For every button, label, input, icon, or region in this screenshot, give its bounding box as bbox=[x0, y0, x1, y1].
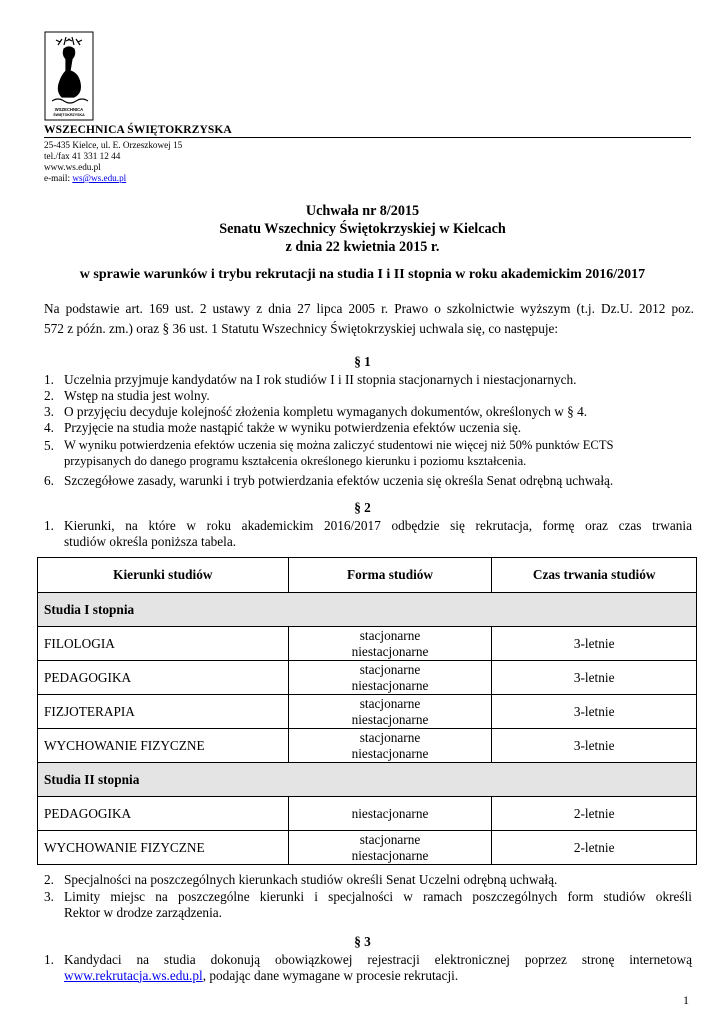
section-1-heading: § 1 bbox=[354, 354, 371, 369]
programs-table bbox=[37, 557, 697, 865]
header-rule bbox=[44, 137, 691, 138]
s2-item-1: 1. Kierunki, na które w roku akademickim 2016/2017 odbędzie się rekrutacja, formę oraz czas trwania studiów określa poniższa tabela. bbox=[44, 518, 692, 549]
university-logo bbox=[44, 31, 94, 121]
resolution-date: z dnia 22 kwietnia 2015 r. bbox=[285, 239, 440, 255]
s1-item-2: 2. Wstęp na studia jest wolny. bbox=[44, 388, 210, 403]
header-kierunki: Kierunki studiów bbox=[38, 558, 289, 593]
website: www.ws.edu.pl bbox=[44, 162, 101, 172]
group-label-2: Studia II stopnia bbox=[38, 763, 697, 797]
intro-line-2: 572 z późn. zm.) oraz § 36 ust. 1 Statutu Wszechnicy Świętokrzyskiej uchwala się, co następuje: bbox=[44, 320, 559, 336]
resolution-subject: w sprawie warunków i trybu rekrutacji na studia I i II stopnia w roku akademickim 2016/2017 bbox=[79, 267, 646, 282]
cell-czas: 3-letnie bbox=[492, 729, 697, 763]
intro-line-1: Na podstawie art. 169 ust. 2 ustawy z dnia 27 lipca 2005 r. Prawo o szkolnictwie wyższym (t.j. Dz.U. 2012 poz. bbox=[44, 301, 694, 316]
cell-kierunek: PEDAGOGIKA bbox=[38, 797, 289, 831]
cell-kierunek: PEDAGOGIKA bbox=[38, 661, 289, 695]
table-row bbox=[38, 729, 697, 763]
header-forma: Forma studiów bbox=[288, 558, 492, 593]
address: 25-435 Kielce, ul. E. Orzeszkowej 15 bbox=[44, 140, 183, 150]
cell-czas: 3-letnie bbox=[492, 661, 697, 695]
resolution-number: Uchwała nr 8/2015 bbox=[305, 203, 420, 219]
cell-czas: 2-letnie bbox=[492, 797, 697, 831]
email-line bbox=[44, 173, 126, 184]
deer-icon bbox=[52, 37, 88, 103]
cell-kierunek: WYCHOWANIE FIZYCZNE bbox=[38, 729, 289, 763]
table-row bbox=[38, 695, 697, 729]
group-label-1: Studia I stopnia bbox=[38, 593, 697, 627]
phone: tel./fax 41 331 12 44 bbox=[44, 151, 121, 161]
cell-kierunek: WYCHOWANIE FIZYCZNE bbox=[38, 831, 289, 865]
cell-forma: stacjonarne niestacjonarne bbox=[288, 729, 492, 763]
header-czas: Czas trwania studiów bbox=[492, 558, 697, 593]
cell-forma: stacjonarne niestacjonarne bbox=[288, 831, 492, 865]
s2-item-2: 2. Specjalności na poszczególnych kierunkach studiów określi Senat Uczelni odrębną uchwałą. bbox=[44, 872, 558, 887]
intro-paragraph bbox=[44, 299, 694, 338]
cell-forma: stacjonarne niestacjonarne bbox=[288, 661, 492, 695]
table-row bbox=[38, 831, 697, 865]
cell-kierunek: FILOLOGIA bbox=[38, 627, 289, 661]
s1-item-4: 4. Przyjęcie na studia może nastąpić także w wyniku potwierdzenia efektów uczenia się. bbox=[44, 420, 522, 435]
table-row bbox=[38, 797, 697, 831]
cell-czas: 3-letnie bbox=[492, 695, 697, 729]
table-header-row bbox=[38, 558, 697, 593]
cell-forma: niestacjonarne bbox=[288, 797, 492, 831]
section-3-heading: § 3 bbox=[354, 934, 371, 949]
s1-item-6: 6. Szczegółowe zasady, warunki i tryb potwierdzania efektów uczenia się określa Senat odrębną uchwałą. bbox=[44, 473, 614, 488]
cell-kierunek: FIZJOTERAPIA bbox=[38, 695, 289, 729]
logo-text-1: WSZECHNICA bbox=[54, 107, 84, 112]
resolution-body: Senatu Wszechnicy Świętokrzyskiej w Kielcach bbox=[219, 221, 506, 237]
group-row-1 bbox=[38, 593, 697, 627]
logo-text-2: ŚWIĘTOKRZYSKA bbox=[53, 113, 85, 117]
cell-czas: 2-letnie bbox=[492, 831, 697, 865]
cell-forma: stacjonarne niestacjonarne bbox=[288, 695, 492, 729]
email-link[interactable]: ws@ws.edu.pl bbox=[72, 173, 127, 183]
s1-item-5: 5. W wyniku potwierdzenia efektów uczenia się można zaliczyć studentowi nie więcej niż 50% punktów ECTS przypisanych do danego programu kształcenia określonego kierunku i poziomu kształcenia. bbox=[44, 438, 614, 468]
group-row-2 bbox=[38, 763, 697, 797]
section-2-heading: § 2 bbox=[354, 500, 371, 515]
s1-item-1: 1. Uczelnia przyjmuje kandydatów na I rok studiów I i II stopnia stacjonarnych i niestacjonarnych. bbox=[44, 372, 577, 387]
table-row bbox=[38, 661, 697, 695]
org-name: WSZECHNICA ŚWIĘTOKRZYSKA bbox=[44, 124, 232, 136]
s3-item-1: 1. Kandydaci na studia dokonują obowiązkowej rejestracji elektronicznej poprzez stronę internetową www.rekrutacja.ws.edu.pl, podając dane wymagane w procesie rekrutacji. bbox=[44, 952, 692, 983]
page-number: 1 bbox=[683, 993, 689, 1007]
recruitment-link[interactable]: www.rekrutacja.ws.edu.pl bbox=[64, 967, 203, 983]
email-label: e-mail: bbox=[44, 173, 71, 183]
cell-czas: 3-letnie bbox=[492, 627, 697, 661]
s1-item-3: 3. O przyjęciu decyduje kolejność złożenia kompletu wymaganych dokumentów, określonych w § 4. bbox=[44, 404, 588, 419]
s2-item-3: 3. Limity miejsc na poszczególne kierunki i specjalności w ramach poszczególnych form studiów określi Rektor w drodze zarządzenia. bbox=[44, 889, 692, 920]
table-row bbox=[38, 627, 697, 661]
cell-forma: stacjonarne niestacjonarne bbox=[288, 627, 492, 661]
